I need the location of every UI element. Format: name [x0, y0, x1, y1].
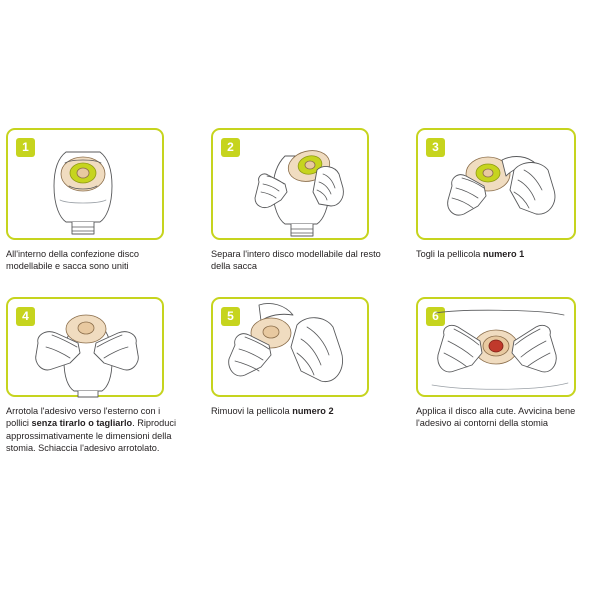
step-5 — [211, 297, 416, 455]
step-1-illustration-panel — [6, 128, 164, 240]
step-5-caption-text: Rimuovi la pellicola — [211, 405, 293, 416]
step-3-artwork — [418, 130, 574, 238]
step-6 — [416, 297, 600, 455]
step-5-caption — [211, 405, 389, 417]
step-4-artwork — [8, 299, 162, 395]
step-6-caption: Applica il disco alla cute. Avvicina bene l'adesivo ai contorni della stomia — [416, 405, 576, 429]
step-2-artwork — [213, 130, 367, 238]
step-4-number-badge: 4 — [16, 307, 35, 326]
step-3-number-badge: 3 — [426, 138, 445, 157]
step-5-artwork — [213, 299, 367, 395]
step-1 — [6, 128, 211, 273]
step-1-artwork — [8, 130, 162, 238]
step-2 — [211, 128, 416, 273]
step-4-illustration-panel — [6, 297, 164, 397]
step-6-artwork — [418, 299, 574, 395]
step-4-caption-emphasis: senza tirarlo o tagliarlo — [31, 418, 133, 429]
step-4-caption-text-b: . Riproduci approssimativamente le dimensioni della stomia. Schiaccia l'adesivo arrotolato. — [6, 418, 177, 454]
step-3-caption — [416, 248, 594, 260]
step-1-number-badge: 1 — [16, 138, 35, 157]
step-2-illustration-panel — [211, 128, 369, 240]
steps-grid — [0, 128, 600, 454]
step-4-caption-text-a: Arrotola l'adesivo verso l'esterno con i pollici — [6, 405, 161, 429]
step-6-illustration-panel — [416, 297, 576, 397]
step-2-caption: Separa l'intero disco modellabile dal resto della sacca — [211, 249, 381, 272]
step-3-caption-emphasis: numero 1 — [482, 249, 525, 259]
step-5-number-badge: 5 — [221, 307, 240, 326]
step-1-caption: All'interno della confezione disco modellabile e sacca sono uniti — [6, 249, 140, 272]
step-3 — [416, 128, 600, 273]
step-2-number-badge: 2 — [221, 138, 240, 157]
step-4 — [6, 297, 211, 455]
step-6-number-badge: 6 — [426, 307, 445, 326]
step-3-illustration-panel — [416, 128, 576, 240]
step-5-illustration-panel — [211, 297, 369, 397]
step-4-caption — [6, 405, 184, 455]
step-3-caption-text: Togli la pellicola — [416, 249, 483, 259]
step-5-caption-emphasis: numero 2 — [292, 405, 334, 416]
